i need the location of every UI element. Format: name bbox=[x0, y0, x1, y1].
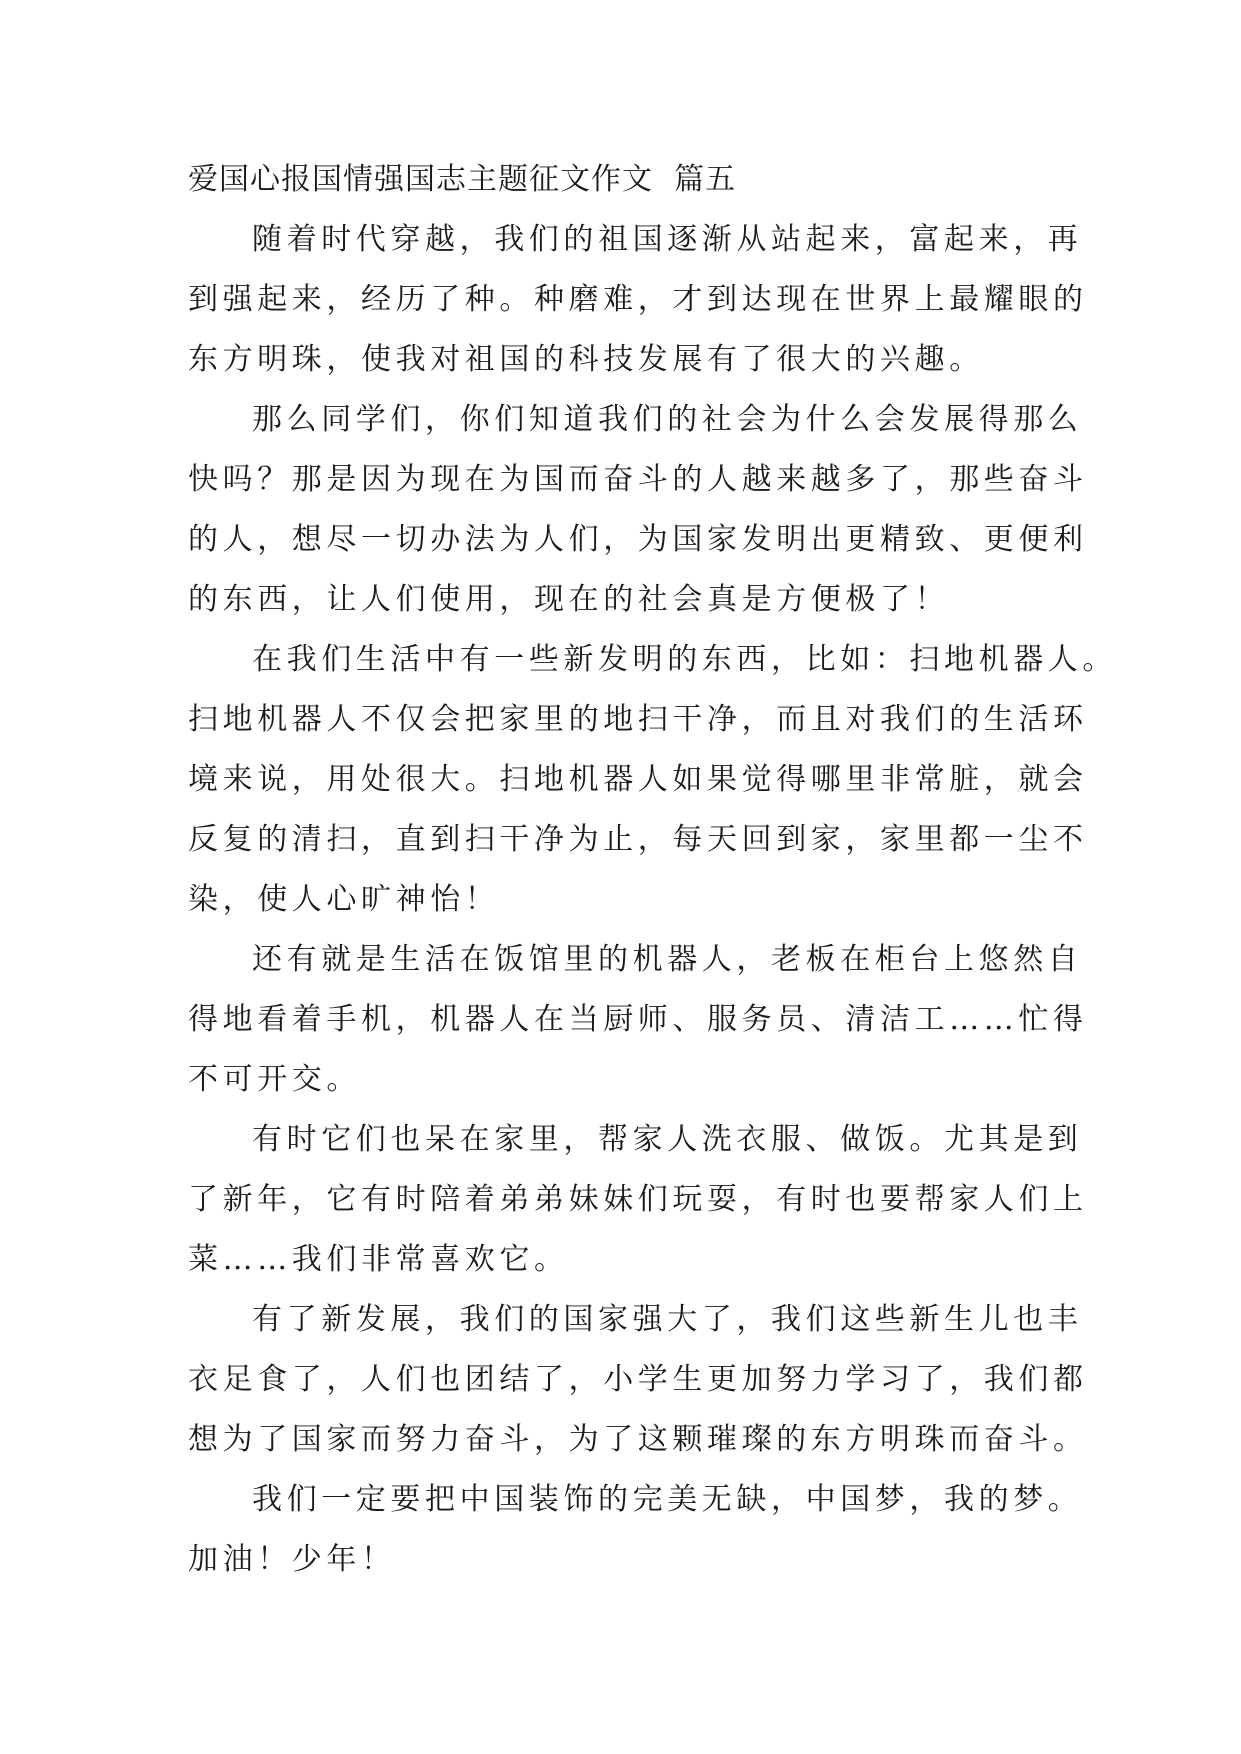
paragraph-line: 到强起来，经历了种。种磨难，才到达现在世界上最耀眼的 bbox=[188, 282, 1088, 317]
paragraph-line: 东方明珠，使我对祖国的科技发展有了很大的兴趣。 bbox=[188, 342, 984, 377]
paragraph-line: 衣足食了，人们也团结了，小学生更加努力学习了，我们都 bbox=[188, 1362, 1088, 1397]
paragraph-line: 了新年，它有时陪着弟弟妹妹们玩耍，有时也要帮家人们上 bbox=[188, 1182, 1088, 1217]
paragraph-line: 随着时代穿越，我们的祖国逐渐从站起来，富起来，再 bbox=[252, 222, 1083, 257]
paragraph-line: 有了新发展，我们的国家强大了，我们这些新生儿也丰 bbox=[252, 1302, 1083, 1337]
paragraph-line: 的东西，让人们使用，现在的社会真是方便极了！ bbox=[188, 582, 950, 617]
paragraph-2 bbox=[188, 390, 1088, 630]
paragraph-line: 在我们生活中有一些新发明的东西，比如：扫地机器人。 bbox=[252, 642, 1117, 677]
paragraph-3 bbox=[188, 630, 1117, 930]
paragraph-line: 得地看着手机，机器人在当厨师、服务员、清洁工……忙得 bbox=[188, 1002, 1088, 1037]
paragraph-line: 的人，想尽一切办法为人们，为国家发明出更精致、更便利 bbox=[188, 522, 1088, 557]
paragraph-line: 想为了国家而努力奋斗，为了这颗璀璨的东方明珠而奋斗。 bbox=[188, 1422, 1088, 1457]
paragraph-line: 有时它们也呆在家里，帮家人洗衣服、做饭。尤其是到 bbox=[252, 1122, 1083, 1157]
paragraph-line: 快吗？那是因为现在为国而奋斗的人越来越多了，那些奋斗 bbox=[188, 462, 1088, 497]
paragraph-7 bbox=[188, 1470, 1083, 1590]
paragraph-line: 反复的清扫，直到扫干净为止，每天回到家，家里都一尘不 bbox=[188, 822, 1088, 857]
paragraph-line: 我们一定要把中国装饰的完美无缺，中国梦，我的梦。 bbox=[252, 1482, 1083, 1517]
paragraph-5 bbox=[188, 1110, 1088, 1290]
paragraph-4 bbox=[188, 930, 1088, 1110]
paragraph-line: 还有就是生活在饭馆里的机器人，老板在柜台上悠然自 bbox=[252, 942, 1083, 977]
paragraph-line: 染，使人心旷神怡！ bbox=[188, 882, 500, 917]
paragraph-line: 境来说，用处很大。扫地机器人如果觉得哪里非常脏，就会 bbox=[188, 762, 1088, 797]
paragraph-line: 扫地机器人不仅会把家里的地扫干净，而且对我们的生活环 bbox=[188, 702, 1088, 737]
document-page bbox=[188, 150, 1117, 1590]
document-title: 爱国心报国情强国志主题征文作文 篇五 bbox=[188, 162, 737, 197]
paragraph-line: 那么同学们，你们知道我们的社会为什么会发展得那么 bbox=[252, 402, 1083, 437]
paragraph-line: 不可开交。 bbox=[188, 1062, 361, 1097]
paragraph-1 bbox=[188, 210, 1088, 390]
paragraph-line: 加油！少年！ bbox=[188, 1542, 396, 1577]
paragraph-6 bbox=[188, 1290, 1088, 1470]
paragraph-line: 菜……我们非常喜欢它。 bbox=[188, 1242, 569, 1277]
